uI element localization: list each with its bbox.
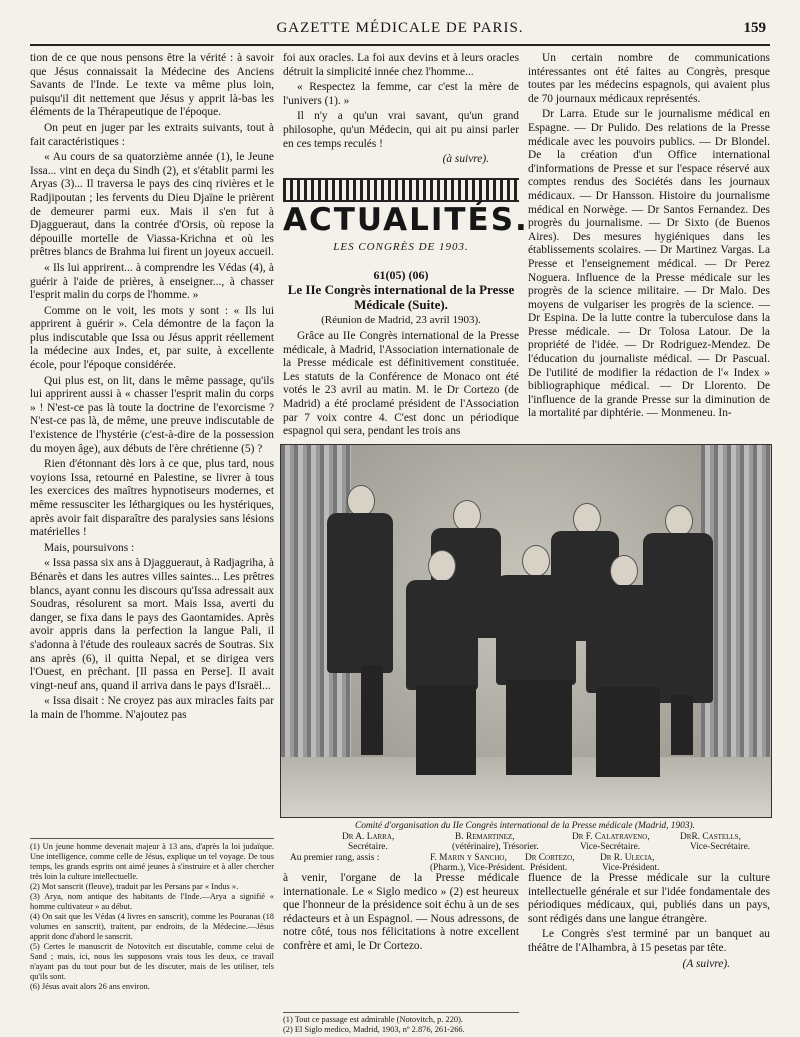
to-be-continued: (à suivre). xyxy=(442,153,489,166)
footnote: (1) Tout ce passage est admirable (Notovitch, p. 220). xyxy=(283,1015,463,1024)
column-2-article xyxy=(283,330,519,438)
caption-name: F. Marin y Sancho, xyxy=(430,852,507,863)
footnote: (4) On sait que les Védas (4 livres en sanscrit), comme les Pouranas (18 volumes en sanscrit), traitent, par endroits, de la Médecine.—Jésus apprit donc d'abord le sanscrit. xyxy=(30,912,274,941)
paragraph: foi aux oracles. La foi aux devins et à leurs oracles détruit la simplicité innée chez l'homme... xyxy=(283,52,519,78)
classification-code: 61(05) (06) xyxy=(373,268,429,282)
article-title: Le IIe Congrès international de la Presse Médicale (Suite). xyxy=(287,282,515,312)
caption-role: Secrétaire. xyxy=(348,842,388,852)
caption-row xyxy=(280,832,770,843)
footnotes-column-2 xyxy=(283,1012,519,1037)
page-number: 159 xyxy=(743,20,766,36)
paragraph: « Issa passa six ans à Djaggueraut, à Radjagriha, à Bénarès et dans les autres villes saintes... Les prêtres blancs, ayant connu les discours qu'Issa adressait aux Soudras, résolurent sa mort. Mais Issa, averti du danger, se fixa dans le pays des Gaontamides. Après avoir appris dans la perfection la langue Pali, il s'adonna à l'étude des rouleaux sacrés de Soutras. Six ans après (6), il quitta Nepal, et se dirigea vers l'Ouest, en prêchant. [Il passa en Perse]. Il avait vingt-neuf ans, quand il arriva dans le pays d'Israël... xyxy=(30,557,274,692)
column-3-bottom xyxy=(528,872,770,1012)
caption-role: Président. xyxy=(530,863,568,873)
caption-name: DrR. Castells, xyxy=(680,831,741,842)
congres-heading: LES CONGRÈS DE 1903. xyxy=(333,241,469,253)
caption-name: B. Remartinez, xyxy=(455,831,515,842)
decorative-rule xyxy=(283,178,519,202)
footnote: (2) El Siglo medico, Madrid, 1903, nº 2.876, 261-266. xyxy=(283,1025,465,1034)
article-subtitle: (Réunion de Madrid, 23 avril 1903). xyxy=(321,314,481,326)
footnote: (2) Mot sanscrit (fleuve), traduit par les Persans par « Indus ». xyxy=(30,882,239,891)
paragraph: Un certain nombre de communications intéressantes ont été faites au Congrès, presque toutes par les médecins espagnols, qui avaient plus de 70 journaux médicaux représentés. xyxy=(528,52,770,105)
committee-photograph xyxy=(280,444,772,818)
caption-row xyxy=(280,853,770,864)
paragraph: Dr Larra. Etude sur le journalisme médical en Espagne. — Dr Pulido. Des relations de la Presse médicale avec les pouvoirs publics. — Dr Blondel. De la création d'un Office international d'informations de Presse et sur l'espace réservé aux comptes rendus des Sociétés dans les journaux médicaux. — Dr Hansson. Histoire du journalisme médical en Norwège. — Dr Santos Fernandez. Des progrès du journalisme. — Dr Sixto (de Buenos Aires). Des mesures hygiéniques dans les établissements scolaires. — Dr Martinez Vargas. La Presse et l'enseignement médical. — Dr Perez Noguera. Influence de la Presse médicale sur les progrès de la science militaire. — Dr Malo. Des moyens de vulgariser les progrès de la science. — Dr Espina. De la lutte contre la tuberculose dans la Presse médicale. — Dr Tolosa Latour. De la propriété de l'idée. — Dr Rodriguez-Mendez. De l'éducation du journaliste médical. — Dr Pascual. De l'utilité de modifier la rédaction de l'« Index » bibliographique médical. — Dr Llorento. De l'influence de la grande Presse sur la diminution de la mortalité par diphtérie. — Monmeneu. In- xyxy=(528,108,770,420)
footnote: (1) Un jeune homme devenait majeur à 13 ans, d'après la loi judaïque. Une intelligence, comme celle de Jésus, explique un tel voyage. De tous temps, les grands esprits ont aimé jeunes à s'instruire et à aller chercher très loin la culture intellectuelle. xyxy=(30,842,274,881)
paragraph: Comme on le voit, les mots y sont : « Ils lui apprirent à guérir ». Cela démontre de la façon la plus indiscutable que Issa ou Jésus apprit réellement la médecine aux Indes, et, par suite, à excellente école, pour l'époque considérée. xyxy=(30,304,274,372)
paragraph: « Respectez la femme, car c'est la mère de l'univers (1). » xyxy=(283,81,519,107)
paragraph: « Issa disait : Ne croyez pas aux miracles faits par la main de l'homme. N'ajoutez pas xyxy=(30,695,274,721)
paragraph: Qui plus est, on lit, dans le même passage, qu'ils lui apprirent aussi à « chasser l'esprit malin du corps » ! N'est-ce pas là toute la doctrine de l'exorcisme ? N'est-ce pas là, de même, une preuve indiscutable de l'existence de l'hystérie (c'est-à-dire de la possession du moyen âge), aux débuts de l'ère chrétienne (5) ? xyxy=(30,374,274,455)
page-header xyxy=(30,18,770,46)
caption-title: Comité d'organisation du IIe Congrès international de la Presse médicale (Madrid, 1903). xyxy=(354,821,696,831)
caption-role: (Pharm.), Vice-Président. xyxy=(430,863,526,873)
caption-role: Vice-Secrétaire. xyxy=(690,842,751,852)
paragraph: Il n'y a qu'un vrai savant, qu'un grand philosophe, qu'un Médecin, qui ait pu ainsi parler en ces temps reculés ! xyxy=(283,110,519,150)
caption-name: Dr R. Ulecia, xyxy=(600,852,655,863)
caption-label: Au premier rang, assis : xyxy=(290,852,380,863)
paragraph: « Au cours de sa quatorzième année (1), le Jeune Issa... vint en deça du Sindh (2), et s'établit parmi les Aryas (3)... Il traversa le pays des cinq rivières et le Radjipoutan ; les fervents du Dieu Djaïne le prièrent de demeurer parmi eux. Mais il s'en fut à Djaggueraut, dans la contrée d'Orsis, où repose la dépouille mortelle de Viassa-Krichna et où les prêtres blancs de Brahma lui firent un joyeux accueil. xyxy=(30,151,274,259)
caption-name: Dr Cortezo, xyxy=(525,852,575,863)
caption-name: Dr F. Calatraveno, xyxy=(572,831,650,842)
paragraph: fluence de la Presse médicale sur la culture intellectuelle générale et sur l'idée fondamentale des périodiques médicaux, qui, publiés dans un pays, sont rédigés dans une langue étrangère. xyxy=(528,872,770,925)
footnote: (5) Certes le manuscrit de Notovitch est discutable, comme celui de Sand ; mais, ici, nous les supposons vrais tous les deux, ce travail n'ayant pas du tout pour but de les discuter, mais de les utiliser, tels qu'ils sont. xyxy=(30,942,274,981)
paragraph: « Ils lui apprirent... à comprendre les Védas (4), à guérir à l'aide de prières, à enseigner..., à chasser l'esprit malin du corps de l'homme. » xyxy=(30,261,274,302)
paragraph: Mais, poursuivons : xyxy=(44,541,135,554)
caption-row xyxy=(280,842,770,853)
paragraph: Rien d'étonnant dès lors à ce que, plus tard, nous voyions Issa, retourné en Palestine, se livrer à tous les exercices des maîtres hypnotiseurs modernes, et même ressusciter les léthargiques ou les hystériques, après avoir fait disparaître des paralysies sans lésions matérielles ! xyxy=(30,458,274,539)
photo-caption xyxy=(280,821,770,871)
caption-role: (vétérinaire), Trésorier. xyxy=(452,842,539,852)
section-title: ACTUALITÉS. xyxy=(283,202,529,238)
column-3-top xyxy=(528,52,770,430)
paragraph: Le Congrès s'est terminé par un banquet au théâtre de l'Alhambra, à 15 pesetas par tête. xyxy=(528,928,770,954)
column-2-bottom xyxy=(283,872,519,1012)
footnote: (3) Arya, nom antique des habitants de l'Inde.—Arya a signifié « homme cultivateur » au début. xyxy=(30,892,274,911)
caption-role: Vice-Président. xyxy=(602,863,660,873)
paragraph: Grâce au IIe Congrès international de la Presse médicale, à Madrid, l'Association internationale de la Presse médicale est définitivement constituée. Les statuts de la Conférence de Monaco ont été votés le 23 avril au matin. M. le Dr Cortezo (de Madrid) a été proclamé président de l'Association par 7 voix contre 4. C'est donc un périodique espagnol qui sera, pendant les trois ans xyxy=(283,330,519,438)
caption-role: Vice-Secrétaire. xyxy=(580,842,641,852)
journal-title: GAZETTE MÉDICALE DE PARIS. xyxy=(276,20,524,36)
footnote: (6) Jésus avait alors 26 ans environ. xyxy=(30,982,150,991)
caption-name: Dr A. Larra, xyxy=(342,831,395,842)
paragraph: tion de ce que nous pensons être la vérité : à savoir que Jésus connaissait la Médecine des Anciens Savants de l'Inde. Le texte va même plus loin, puisqu'il dit nettement que Jésus y apprit là-bas les éléments de la Thérapeutique de l'époque. xyxy=(30,52,274,119)
column-1 xyxy=(30,52,274,832)
paragraph: On peut en juger par les extraits suivants, tout à fait caractéristiques : xyxy=(30,121,274,148)
to-be-continued: (A suivre). xyxy=(682,957,730,970)
footnotes-column-1 xyxy=(30,838,274,1032)
paragraph: à venir, l'organe de la Presse médicale internationale. Le « Siglo medico » (2) est heureux que l'honneur de la présidence soit échu à un de ses rédacteurs et à un Espagnol. — Nous adressons, de notre côté, tous nos félicitations à notre excellent confrère et ami, le Dr Cortezo. xyxy=(283,872,519,952)
